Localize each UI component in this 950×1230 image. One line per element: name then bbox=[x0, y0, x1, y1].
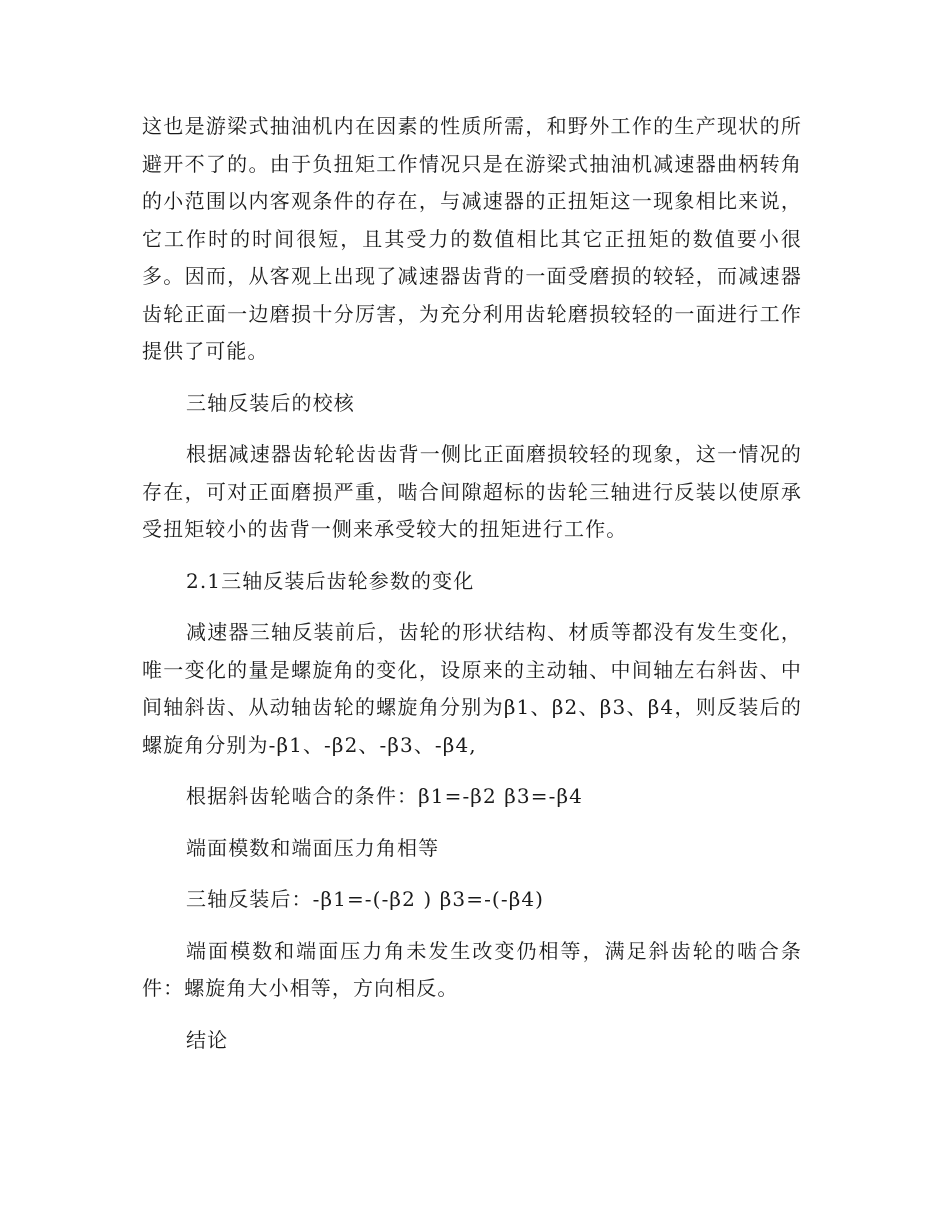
section-heading-conclusion: 结论 bbox=[186, 1027, 229, 1052]
section-heading-verification: 三轴反装后的校核 bbox=[186, 390, 355, 415]
equation-mesh-condition: 根据斜齿轮啮合的条件：β1=-β2 β3=-β4 bbox=[186, 784, 583, 808]
paragraph-helix-angle: 减速器三轴反装前后，齿轮的形状结构、材质等都没有发生变化，唯一变化的量是螺旋角的变化，设原来的主动轴、中间轴左右斜齿、中间轴斜齿、从动轴齿轮的螺旋角分别为β1、β2、β3、β4，则反装后的螺旋角分别为-β1、-β2、-β3、-β4, bbox=[142, 620, 802, 757]
paragraph-reverse-install: 根据减速器齿轮轮齿齿背一侧比正面磨损较轻的现象，这一情况的存在，可对正面磨损严重，啮合间隙超标的齿轮三轴进行反装以使原承受扭矩较小的齿背一侧来承受较大的扭矩进行工作。 bbox=[142, 442, 802, 541]
equation-after-reverse: 三轴反装后：-β1=-(-β2 ) β3=-(-β4) bbox=[186, 887, 545, 911]
document-body bbox=[142, 108, 802, 1073]
subsection-heading-2-1: 2.1三轴反装后齿轮参数的变化 bbox=[186, 568, 475, 593]
paragraph-mesh-satisfied: 端面模数和端面压力角未发生改变仍相等，满足斜齿轮的啮合条件：螺旋角大小相等，方向相反。 bbox=[142, 938, 802, 1000]
paragraph-continuation: 这也是游梁式抽油机内在因素的性质所需，和野外工作的生产现状的所避开不了的。由于负扭矩工作情况只是在游梁式抽油机减速器曲柄转角的小范围以内客观条件的存在，与减速器的正扭矩这一现象相比来说，它工作时的时间很短，且其受力的数值相比其它正扭矩的数值要小很多。因而，从客观上出现了减速器齿背的一面受磨损的较轻，而减速器齿轮正面一边磨损十分厉害，为充分利用齿轮磨损较轻的一面进行工作提供了可能。 bbox=[142, 114, 802, 363]
paragraph-module-equal: 端面模数和端面压力角相等 bbox=[186, 835, 440, 860]
